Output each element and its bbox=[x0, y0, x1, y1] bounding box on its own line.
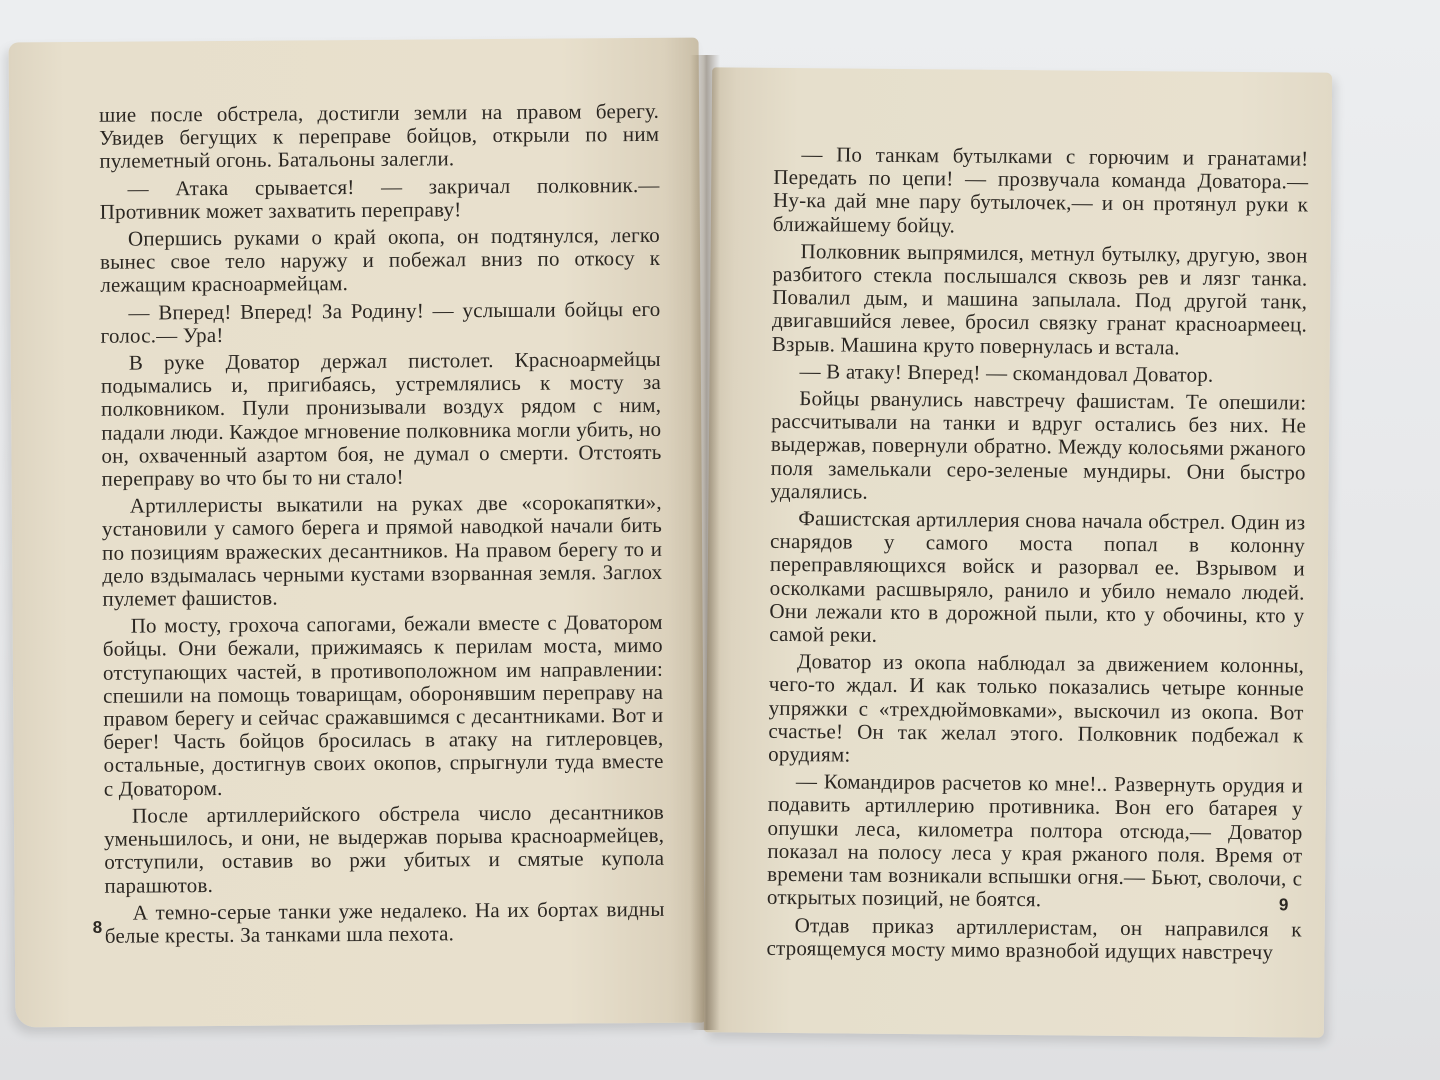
left-paragraph-5: В руке Доватор держал пистолет. Красноармейцы подымались и, пригибаясь, устремлялись к мосту за полковником. Пули пронизывали воздух рядом с ним, падали люди. Каждое мгновение полковника могли убить, но он, охваченный азартом боя, не думал о смерти. Отстоять переправу во что бы то ни стало! bbox=[100, 346, 662, 491]
left-paragraph-3: Опершись руками о край окопа, он подтянулся, легко вынес свое тело наружу и побежал вниз по откосу к лежащим красноармейцам. bbox=[100, 222, 661, 298]
left-paragraph-7: По мосту, грохоча сапогами, бежали вместе с Доватором бойцы. Они бежали, прижимаясь к перилам моста, мимо отступающих частей, в противоположном им направлении: спешили на помощь товарищам, оборонявшим переправу на правом берегу и сейчас сражавшимся с десантниками. Вот и берег! Часть бойцов бросилась в атаку на гитлеровцев, остальные, достигнув своих окопов, спрыгнули туда вместе с Доватором. bbox=[102, 610, 664, 801]
right-paragraph-7: — Командиров расчетов ко мне!.. Развернуть орудия и подавить артиллерию противника. Вон его батарея у опушки леса, километра полтора отсюда,— Доватор показал на полосу леса у края ржаного поля. Время от времени там возникали вспышки огня.— Бьют, сволочи, с открытых позиций, не боятся. bbox=[766, 769, 1304, 912]
left-paragraph-6: Артиллеристы выкатили на руках две «сорокапятки», установили у самого берега и прямой наводкой начали бить по позициям вражеских десантников. На правом берегу то и дело вздымалась черными кустами взорванная земля. Заглох пулемет фашистов. bbox=[101, 490, 663, 611]
right-page bbox=[704, 67, 1332, 1037]
left-page-number: 8 bbox=[92, 917, 103, 937]
right-paragraph-1: — По танкам бутылками с горючим и гранатами! Передать по цепи! — прозвучала команда Доватора.— Ну-ка дай мне пару бутылочек,— и он протянул руки к ближайшему бойцу. bbox=[772, 142, 1309, 238]
right-page-text bbox=[766, 143, 1308, 969]
right-paragraph-4: Бойцы рванулись навстречу фашистам. Те опешили: рассчитывали на танки и вдруг остались без них. Не выдержав, повернули обратно. Между колосьями ржаного поля замелькали серо-зеленые мундиры. Они быстро удалялись. bbox=[770, 386, 1307, 504]
left-page bbox=[9, 38, 706, 1028]
left-page-text bbox=[99, 100, 665, 952]
left-paragraph-2: — Атака срывается! — закричал полковник.— Противник может захватить переправу! bbox=[99, 172, 660, 224]
book-spine-shadow bbox=[690, 55, 720, 1030]
right-paragraph-3: — В атаку! Вперед! — скомандовал Доватор. bbox=[799, 358, 1214, 387]
left-paragraph-4: — Вперед! Вперед! За Родину! — услышали бойцы его голос.— Ура! bbox=[100, 296, 661, 348]
right-paragraph-2: Полковник выпрямился, метнул бутылку, другую, звон разбитого стекла послышался сквозь рев и лязг танка. Повалил дым, и машина запылала. Под другой танк, двигавшийся левее, бросил связку гранат красноармеец. Взрыв. Машина круто повернулась и встала. bbox=[771, 238, 1308, 360]
left-paragraph-1: шие после обстрела, достигли земли на правом берегу. Увидев бегущих к переправе бойцов, открыли по ним пулеметный огонь. Батальоны залегли. bbox=[98, 98, 660, 174]
left-paragraph-8: После артиллерийского обстрела число десантников уменьшилось, и они, не выдержав порыва красноармейцев, отступили, оставив во ржи убитых и смятые купола парашютов. bbox=[104, 799, 665, 898]
right-paragraph-8: Отдав приказ артиллеристам, он направился к строящемуся мосту мимо вразнобой идущих навстречу bbox=[766, 912, 1302, 964]
left-paragraph-9: А темно-серые танки уже недалеко. На их бортах видны белые кресты. За танками шла пехота. bbox=[104, 896, 665, 948]
right-paragraph-6: Доватор из окопа наблюдал за движением колонны, чего-то ждал. И как только показались четыре конные упряжки с «трехдюймовками», выскочил из окопа. Вот счастье! Он так желал этого. Полковник подбежал к орудиям: bbox=[768, 649, 1305, 767]
right-page-number: 9 bbox=[1278, 895, 1289, 915]
right-paragraph-5: Фашистская артиллерия снова начала обстрел. Один из снарядов у самого моста попал в колонну переправляющихся войск и разорвал ее. Взрывом и осколками расшвыряло, ранило и убило немало людей. Они лежали кто в дорожной пыли, кто у обочины, кто у самой реки. bbox=[769, 506, 1306, 647]
